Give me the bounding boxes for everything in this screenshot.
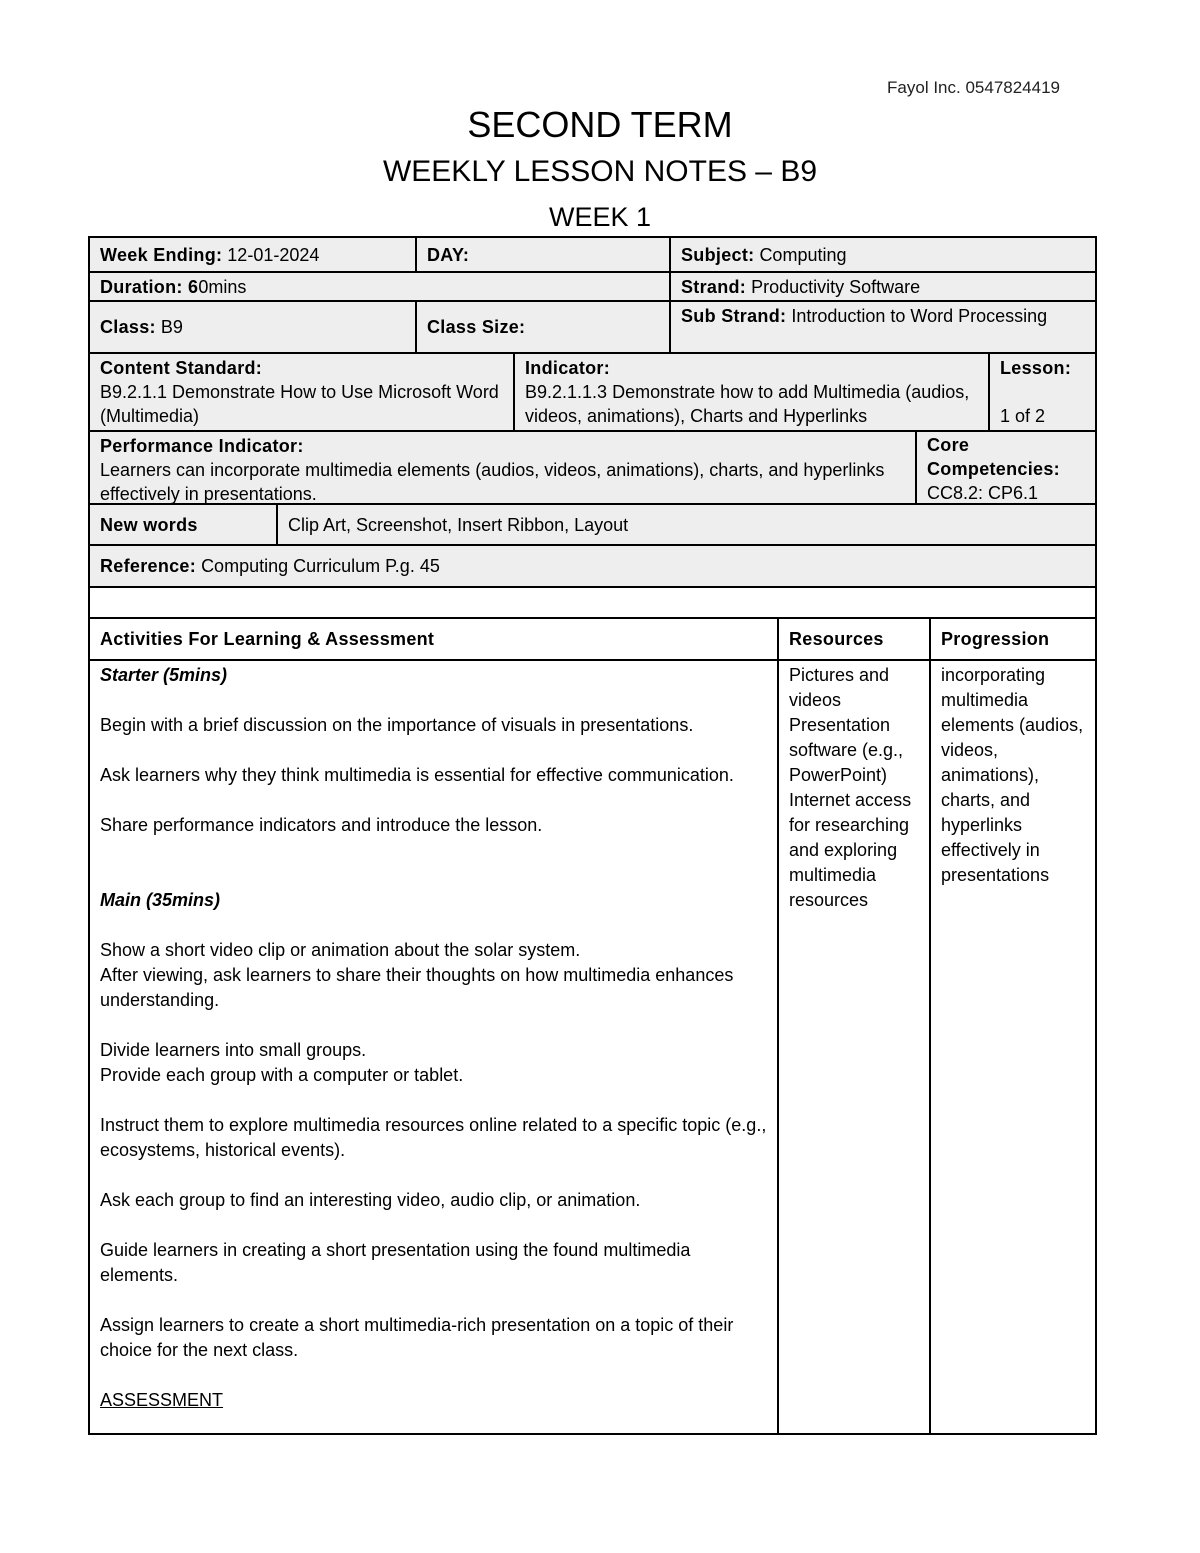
subject-value: Computing — [759, 244, 847, 265]
row-week — [89, 237, 1096, 272]
starter-paragraph: Share performance indicators and introduce the lesson. — [100, 815, 543, 835]
sub-strand-cell — [670, 301, 1096, 353]
week-title: WEEK 1 — [548, 202, 652, 232]
class-value: B9 — [160, 317, 183, 337]
new-words-value: Clip Art, Screenshot, Insert Ribbon, Layout — [288, 514, 629, 535]
lesson-value: 1 of 2 — [1000, 406, 1046, 426]
class-label: Class: — [100, 317, 156, 337]
assessment-heading: ASSESSMENT — [100, 1390, 224, 1410]
new-words-label-cell — [89, 504, 277, 545]
row-duration — [89, 272, 1096, 301]
week-ending-cell — [89, 237, 416, 272]
content-standard-label: Content Standard: — [100, 358, 263, 378]
starter-paragraph: Begin with a brief discussion on the importance of visuals in presentations. — [100, 715, 694, 735]
new-words-value-cell — [277, 504, 1096, 545]
header-progression: Progression — [930, 618, 1096, 660]
row-performance — [89, 431, 1096, 507]
activities-table — [88, 617, 1097, 1435]
core-competencies-label: Core Competencies: — [927, 435, 1060, 479]
activities-body-row — [89, 660, 1096, 1434]
duration-value: 0mins — [198, 276, 247, 297]
activities-cell — [89, 660, 778, 1434]
duration-cell — [89, 272, 670, 301]
progression-text: incorporating multimedia elements (audios, videos, animations), charts, and hyperlinks effectively in presentations — [941, 665, 1084, 885]
main-paragraph: Ask each group to find an interesting video, audio clip, or animation. — [100, 1190, 641, 1210]
strand-label: Strand: — [681, 276, 747, 297]
class-cell — [89, 301, 416, 353]
reference-label: Reference: — [100, 556, 197, 576]
starter-paragraph: Ask learners why they think multimedia is essential for effective communication. — [100, 765, 734, 785]
lesson-info-table — [88, 236, 1097, 508]
day-label: DAY: — [427, 244, 470, 265]
main-paragraph: Instruct them to explore multimedia resources online related to a specific topic (e.g., ecosystems, historical events). — [100, 1115, 767, 1160]
title-block — [0, 102, 1200, 236]
activities-header-row — [89, 618, 1096, 660]
new-words-table — [88, 503, 1097, 620]
starter-title: Starter (5mins) — [100, 665, 228, 685]
class-size-label: Class Size: — [427, 317, 526, 337]
week-ending-value: 12-01-2024 — [227, 244, 320, 265]
sub-strand-label: Sub Strand: — [681, 306, 787, 326]
row-class — [89, 301, 1096, 353]
row-reference — [89, 545, 1096, 587]
subject-label: Subject: — [681, 244, 755, 265]
indicator-cell — [514, 353, 989, 431]
row-standard — [89, 353, 1096, 431]
progression-cell — [930, 660, 1096, 1434]
main-title: Main (35mins) — [100, 890, 221, 910]
performance-value: Learners can incorporate multimedia elements (audios, videos, animations), charts, and hyperlinks effectively in presentations. — [100, 460, 885, 504]
week-ending-label: Week Ending: — [100, 244, 223, 265]
publisher-contact: Fayol Inc. 0547824419 — [887, 78, 1060, 97]
main-paragraph: After viewing, ask learners to share their thoughts on how multimedia enhances understanding. — [100, 965, 734, 1010]
core-competencies-value: CC8.2: CP6.1 — [927, 483, 1039, 503]
strand-value: Productivity Software — [751, 276, 921, 297]
class-size-cell — [416, 301, 670, 353]
performance-cell — [89, 431, 916, 507]
header-resources: Resources — [778, 618, 930, 660]
core-competencies-cell — [916, 431, 1096, 507]
row-spacer — [89, 587, 1096, 619]
indicator-value: B9.2.1.1.3 Demonstrate how to add Multimedia (audios, videos, animations), Charts and Hyperlinks — [525, 382, 970, 426]
lesson-label: Lesson: — [1000, 358, 1072, 378]
main-paragraph: Divide learners into small groups. — [100, 1040, 367, 1060]
day-cell — [416, 237, 670, 272]
resources-cell — [778, 660, 930, 1434]
main-paragraph: Show a short video clip or animation about the solar system. — [100, 940, 581, 960]
notes-title: WEEKLY LESSON NOTES – B9 — [382, 155, 818, 188]
reference-value: Computing Curriculum P.g. 45 — [201, 556, 440, 576]
subject-cell — [670, 237, 1096, 272]
content-standard-value: B9.2.1.1 Demonstrate How to Use Microsoft Word (Multimedia) — [100, 382, 499, 426]
indicator-label: Indicator: — [525, 358, 611, 378]
term-title: SECOND TERM — [467, 104, 733, 145]
reference-cell — [89, 545, 1096, 587]
header-activities: Activities For Learning & Assessment — [89, 618, 778, 660]
resources-text: Pictures and videos Presentation software (e.g., PowerPoint) Internet access for researching and exploring multimedia resources — [789, 665, 912, 910]
performance-label: Performance Indicator: — [100, 436, 304, 456]
content-standard-cell — [89, 353, 514, 431]
main-paragraph: Assign learners to create a short multimedia-rich presentation on a topic of their choice for the next class. — [100, 1315, 734, 1360]
spacer-cell — [89, 587, 1096, 619]
sub-strand-value: Introduction to Word Processing — [791, 306, 1048, 326]
main-paragraph: Provide each group with a computer or tablet. — [100, 1065, 464, 1085]
main-paragraph: Guide learners in creating a short presentation using the found multimedia elements. — [100, 1240, 691, 1285]
duration-label: Duration: 6 — [100, 276, 199, 297]
strand-cell — [670, 272, 1096, 301]
lesson-cell — [989, 353, 1096, 431]
new-words-label: New words — [100, 514, 198, 535]
row-new-words — [89, 504, 1096, 545]
